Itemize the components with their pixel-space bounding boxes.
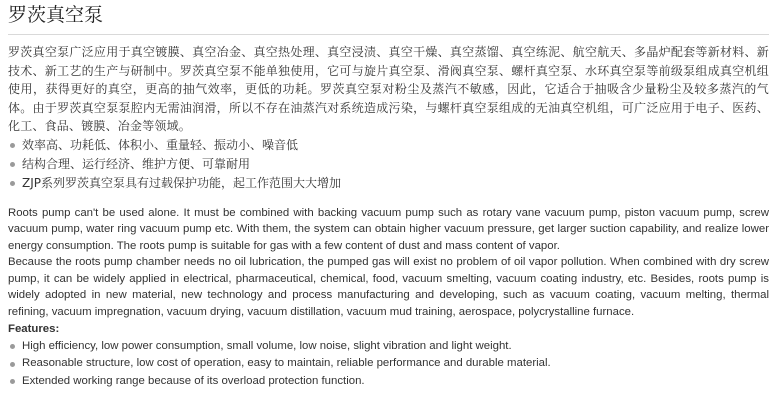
- bullet-dot-icon: [10, 362, 15, 367]
- list-item: Reasonable structure, low cost of operation, easy to maintain, reliable performance and durable material.: [8, 355, 769, 373]
- bullet-dot-icon: [10, 344, 15, 349]
- bullet-dot-icon: [10, 162, 15, 167]
- bullet-dot-icon: [10, 181, 15, 186]
- english-description-1: Roots pump can't be used alone. It must be combined with backing vacuum pump such as rotary vane vacuum pump, piston vacuum pump, screw vacuum pump, water ring vacuum pump etc. With them, the system can obtain higher vacuum pressure, get larger suction capability, and realize lower energy consumption. The roots pump is suitable for gas with a few content of dust and mass content of vapor.: [8, 206, 769, 252]
- bullet-dot-icon: [10, 143, 15, 148]
- chinese-feature-list: [8, 136, 769, 193]
- list-item: Extended working range because of its overload protection function.: [8, 373, 769, 391]
- chinese-description: 罗茨真空泵广泛应用于真空镀膜、真空冶金、真空热处理、真空浸渍、真空干燥、真空蒸馏、真空练泥、航空航天、多晶炉配套等新材料、新技术、新工艺的生产与研制中。罗茨真空泵不能单独使用，它可与旋片真空泵、滑阀真空泵、螺杆真空泵、水环真空泵等前级泵组成真空机组使用，获得更好的真空，更高的抽气效率，更低的功耗。罗茨真空泵对粉尘及蒸汽不敏感，因此，它适合于抽吸含少量粉尘及较多蒸汽的气体。由于罗茨真空泵泵腔内无需油润滑，所以不存在油蒸汽对系统造成污染，与螺杆真空泵组成的无油真空机组，可广泛应用于电子、医药、化工、食品、镀膜、冶金等领域。: [8, 45, 769, 133]
- english-description-2: Because the roots pump chamber needs no oil lubrication, the pumped gas will exist no problem of oil vapor pollution. When combined with dry screw pump, it can be widely applied in electrical, pharmaceutical, chemical, food, vacuum smelting, vacuum coating industry, etc. Besides, roots pump is widely adopted in new material, new technology and process manufacturing and developing, such as vacuum coating, vacuum melting, thermal refining, vacuum impregnation, vacuum drying, vacuum distillation, vacuum mud training, aerospace, polycrystalline furnace.: [8, 256, 769, 319]
- bullet-dot-icon: [10, 379, 15, 384]
- list-item: High efficiency, low power consumption, small volume, low noise, slight vibration and light weight.: [8, 338, 769, 356]
- list-item: 效率高、功耗低、体积小、重量轻、振动小、噪音低: [8, 136, 769, 155]
- features-heading: Features:: [8, 322, 60, 335]
- title-divider: [8, 34, 769, 35]
- page-title: 罗茨真空泵: [8, 4, 104, 26]
- english-feature-list: [8, 338, 769, 391]
- list-item: ZJP系列罗茨真空泵具有过载保护功能，起工作范围大大增加: [8, 174, 769, 193]
- list-item: 结构合理、运行经济、维护方便、可靠耐用: [8, 155, 769, 174]
